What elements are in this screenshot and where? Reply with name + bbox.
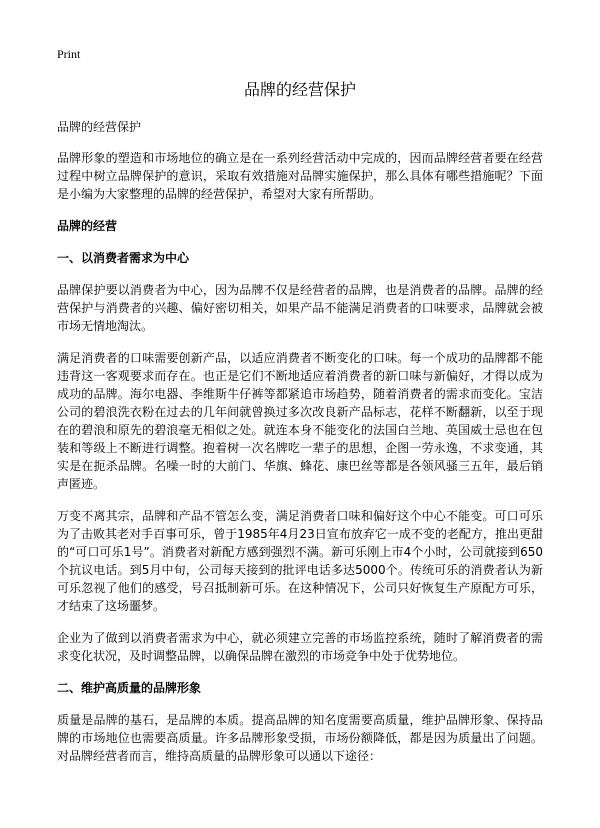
- section-heading: 品牌的经营: [57, 219, 118, 233]
- paragraph: 质量是品牌的基石，是品牌的本质。提高品牌的知名度需要高质量，维护品牌形象、保持品牌的市场地位也需要高质量。许多品牌形象受损，市场份额降低，都是因为质量出了问题。对品牌经营者而言，维持高质量的品牌形象可以通以下途径：: [57, 713, 543, 763]
- page-title: 品牌的经营保护: [243, 80, 356, 99]
- paragraph: 企业为了做到以消费者需求为中心，就必须建立完善的市场监控系统，随时了解消费者的需求变化状况，及时调整品牌，以确保品牌在激烈的市场竞争中处于优势地位。: [57, 631, 543, 663]
- subsection-heading-1: 一、以消费者需求为中心: [57, 251, 190, 265]
- article-body: [57, 149, 543, 779]
- print-link[interactable]: Print: [57, 47, 81, 61]
- paragraph: 万变不离其宗，品牌和产品不管怎么变，满足消费者口味和偏好这个中心不能变。可口可乐为了击败其老对手百事可乐，曾于1985年4月23日宣布放弃它一成不变的老配方，推出更甜的“可口可乐1号”。消费者对新配方感到强烈不满。新可乐刚上市4个小时，公司就接到650个抗议电话。到5月中旬，公司每天接到的批评电话多达5000个。传统可乐的消费者认为新可乐忽视了他们的感受，号召抵制新可乐。在这种情况下，公司只好恢复生产原配方可乐，才结束了这场噩梦。: [57, 509, 543, 613]
- subsection-heading-2: 二、维护高质量的品牌形象: [57, 681, 202, 695]
- intro-paragraph: 品牌形象的塑造和市场地位的确立是在一系列经营活动中完成的，因而品牌经营者要在经营过程中树立品牌保护的意识，采取有效措施对品牌实施保护，那么具体有哪些措施呢？下面是小编为大家整理的品牌的经营保护，希望对大家有所帮助。: [57, 151, 543, 201]
- article-subtitle: 品牌的经营保护: [57, 120, 142, 134]
- paragraph: 品牌保护要以消费者为中心，因为品牌不仅是经营者的品牌，也是消费者的品牌。品牌的经营保护与消费者的兴趣、偏好密切相关，如果产品不能满足消费者的口味要求，品牌就会被市场无情地淘汰。: [57, 283, 543, 333]
- paragraph: 满足消费者的口味需要创新产品，以适应消费者不断变化的口味。每一个成功的品牌都不能违背这一客观要求而存在。也正是它们不断地适应着消费者的新口味与新偏好，才得以成为成功的品牌。海尔电器、李维斯牛仔裤等都紧追市场趋势，随着消费者的需求而变化。宝洁公司的碧浪洗衣粉在过去的几年间就曾换过多次改良新产品标志，花样不断翻新，以至于现在的碧浪和原先的碧浪毫无相似之处。就连本身不能变化的法国白兰地、英国威士忌也在包装和等级上不断进行调整。抱着树一次名牌吃一辈子的思想，企图一劳永逸，不求变通，其实是在扼杀品牌。名噪一时的大前门、华旗、蜂花、康巴丝等都是各领风骚三五年，最后销声匿迹。: [57, 351, 543, 491]
